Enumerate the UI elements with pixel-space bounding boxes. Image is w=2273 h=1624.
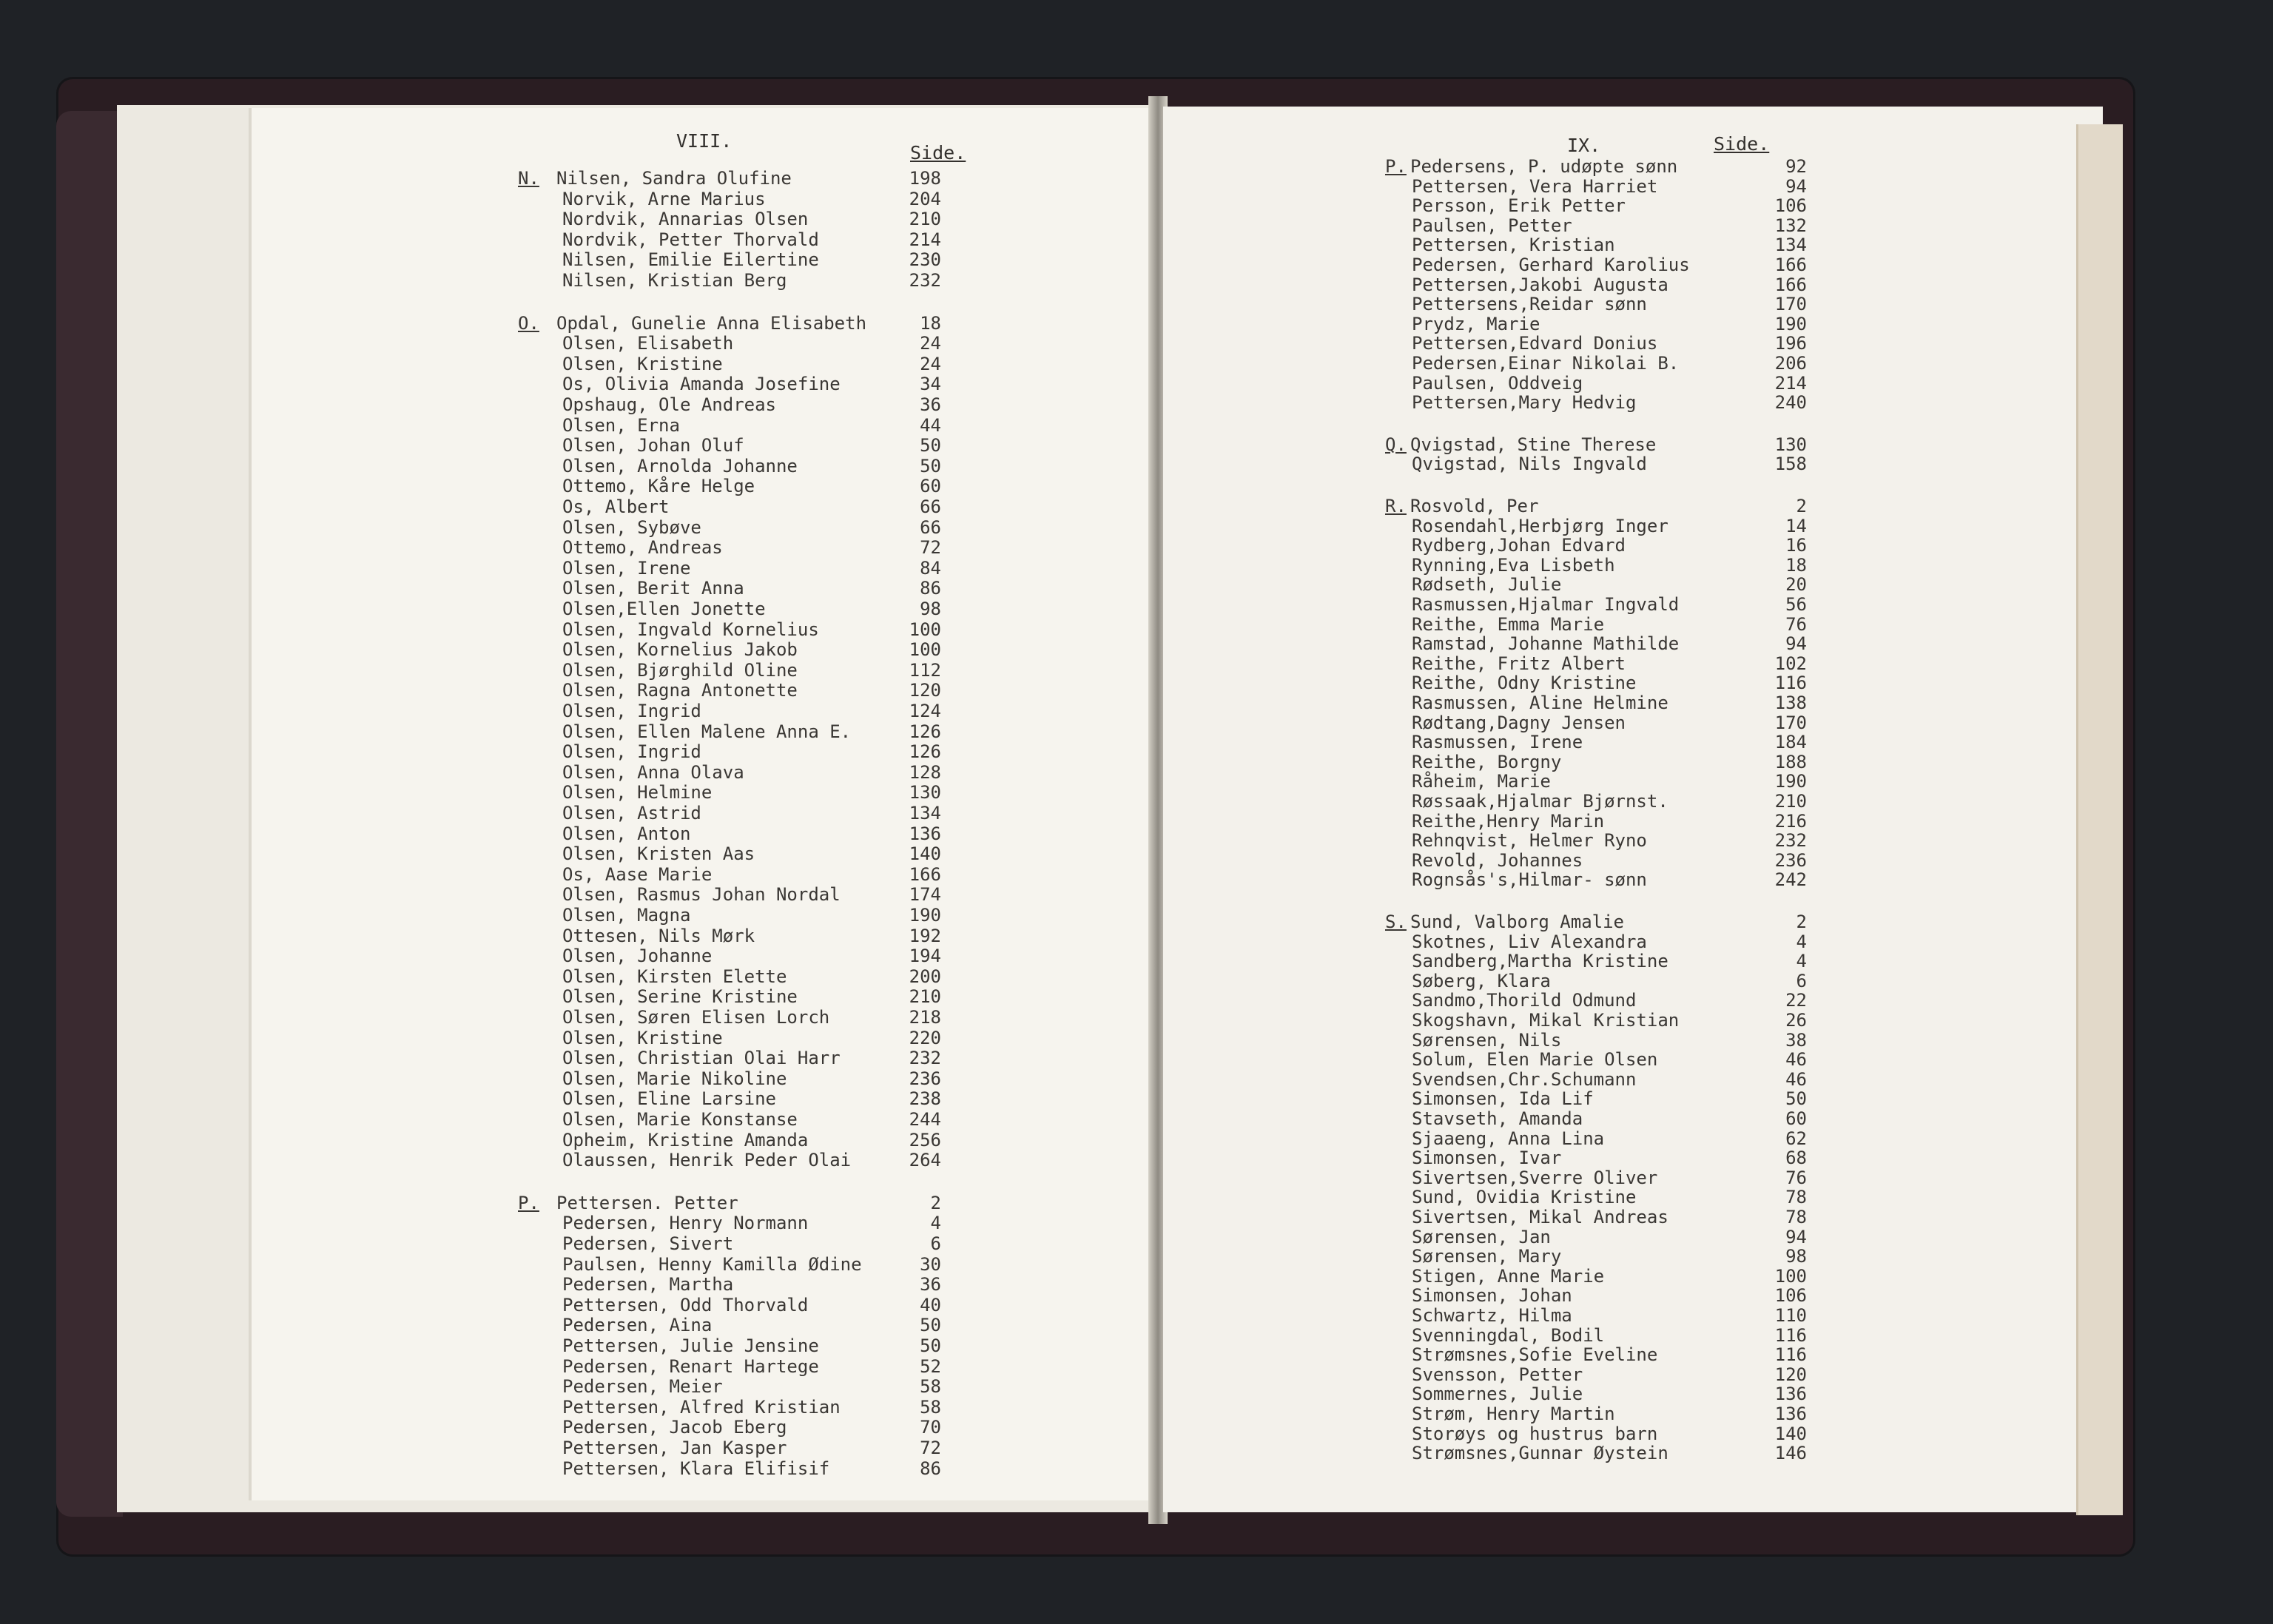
index-entry-name: Pettersen, Odd Thorvald [562, 1294, 809, 1315]
index-entry-page: 78 [1785, 1187, 1807, 1208]
index-entry-name: Olsen, Berit Anna [562, 578, 744, 599]
index-entry-page: 52 [920, 1355, 941, 1377]
index-entry-page: 146 [1774, 1443, 1807, 1464]
index-entry-page: 238 [909, 1088, 941, 1110]
index-entry-page: 86 [920, 578, 941, 599]
index-entry-name: Schwartz, Hilma [1412, 1305, 1572, 1326]
index-entry-page: 36 [920, 394, 941, 415]
index-entry-name: Olsen, Kristen Aas [562, 843, 755, 865]
index-entry-page: 14 [1785, 515, 1807, 536]
index-entry-page: 120 [909, 680, 941, 701]
index-entry-page: 204 [909, 188, 941, 209]
index-entry-page: 2 [930, 1192, 941, 1213]
index-entry-name: Rosendahl,Herbjørg Inger [1412, 515, 1668, 536]
index-entry-page: 76 [1785, 1167, 1807, 1188]
index-entry-name: Stavseth, Amanda [1412, 1108, 1583, 1129]
index-entry-name: Skogshavn, Mikal Kristian [1412, 1010, 1680, 1031]
index-entry-name: Olsen, Helmine [562, 782, 713, 803]
index-entry-page: 4 [1796, 951, 1807, 972]
index-entry-name: Pettersen, Alfred Kristian [562, 1396, 841, 1418]
index-entry-page: 44 [920, 414, 941, 436]
index-entry-name: Pettersen. Petter [556, 1192, 738, 1213]
index-entry-page: 256 [909, 1129, 941, 1150]
index-entry-page: 84 [920, 557, 941, 579]
index-entry-page: 136 [909, 823, 941, 844]
index-entry-page: 4 [930, 1213, 941, 1234]
section-letter: R. [1385, 496, 1407, 516]
index-entry-name: Opdal, Gunelie Anna Elisabeth [556, 312, 867, 334]
index-entry-name: Norvik, Arne Marius [562, 188, 766, 209]
index-entry-page: 58 [920, 1396, 941, 1418]
index-entry-page: 214 [909, 229, 941, 250]
index-entry-page: 16 [1785, 535, 1807, 556]
index-entry-name: Olsen, Kristine [562, 353, 723, 374]
index-entry-page: 194 [909, 946, 941, 967]
index-entry-page: 4 [1796, 931, 1807, 952]
index-entry-page: 166 [1774, 255, 1807, 275]
index-entry-page: 136 [1774, 1384, 1807, 1405]
index-entry-name: Råheim, Marie [1412, 771, 1551, 792]
index-entry-name: Rehnqvist, Helmer Ryno [1412, 830, 1647, 852]
right-page-numeral: IX. [1567, 135, 1601, 156]
index-entry-name: Olsen, Søren Elisen Lorch [562, 1007, 830, 1028]
index-entry-name: Olsen, Bjørghild Oline [562, 659, 798, 681]
index-entry-page: 38 [1785, 1029, 1807, 1051]
index-entry-name: Olsen, Magna [562, 905, 691, 926]
index-entry-page: 94 [1785, 633, 1807, 655]
index-entry-page: 140 [1774, 1423, 1807, 1444]
index-entry-page: 220 [909, 1027, 941, 1048]
index-entry-name: Olsen, Ingrid [562, 741, 701, 763]
index-entry-name: Sommernes, Julie [1412, 1384, 1583, 1405]
index-entry-name: Pettersen,Edvard Donius [1412, 333, 1658, 354]
index-entry-page: 30 [920, 1253, 941, 1275]
index-entry-name: Olsen, Marie Konstanse [562, 1109, 798, 1130]
index-entry-name: Skotnes, Liv Alexandra [1412, 931, 1647, 952]
index-entry-name: Pedersen, Gerhard Karolius [1412, 255, 1690, 275]
index-entry-name: Rasmussen, Irene [1412, 732, 1583, 753]
index-entry-page: 66 [920, 496, 941, 517]
index-entry-page: 40 [920, 1294, 941, 1315]
index-entry-page: 210 [1774, 791, 1807, 812]
index-entry-page: 24 [920, 333, 941, 354]
index-entry-name: Sund, Valborg Amalie [1410, 912, 1624, 932]
index-entry-name: Olsen, Ingrid [562, 701, 701, 721]
index-entry-name: Søberg, Klara [1412, 970, 1551, 991]
index-entry-page: 100 [909, 639, 941, 661]
index-entry-name: Olsen, Kirsten Elette [562, 966, 787, 987]
index-entry-name: Ottemo, Andreas [562, 537, 723, 559]
index-entry-name: Simonsen, Ivar [1412, 1148, 1562, 1169]
index-entry-name: Nilsen, Kristian Berg [562, 270, 787, 291]
section-letter: P. [1385, 156, 1407, 177]
index-entry-page: 124 [909, 701, 941, 721]
index-entry-page: 86 [920, 1458, 941, 1479]
index-entry-page: 50 [1785, 1088, 1807, 1110]
index-entry-name: Olsen, Johan Oluf [562, 435, 744, 456]
index-entry-name: Pettersen, Julie Jensine [562, 1335, 819, 1356]
index-entry-page: 230 [909, 249, 941, 271]
index-entry-name: Pedersens, P. udøpte sønn [1410, 156, 1678, 177]
index-entry-page: 116 [1774, 1324, 1807, 1346]
index-entry-name: Olsen, Johanne [562, 946, 713, 967]
right-side-label: Side. [1714, 133, 1770, 155]
index-entry-page: 106 [1774, 1285, 1807, 1307]
index-entry-page: 210 [909, 986, 941, 1008]
index-entry-page: 214 [1774, 372, 1807, 394]
index-entry-page: 116 [1774, 1344, 1807, 1366]
index-entry-name: Pettersen,Jakobi Augusta [1412, 274, 1668, 295]
index-entry-page: 62 [1785, 1128, 1807, 1149]
index-entry-page: 232 [909, 1048, 941, 1069]
index-entry-page: 2 [1796, 912, 1807, 932]
index-entry-name: Simonsen, Ida Lif [1412, 1088, 1594, 1110]
index-entry-page: 110 [1774, 1305, 1807, 1326]
index-entry-name: Pedersen,Einar Nikolai B. [1412, 353, 1680, 374]
index-entry-page: 98 [920, 599, 941, 619]
section-letter: N. [518, 168, 539, 189]
index-entry-name: Paulsen, Henny Kamilla Ødine [562, 1253, 862, 1275]
index-entry-page: 46 [1785, 1049, 1807, 1071]
index-entry-name: Sørensen, Mary [1412, 1246, 1562, 1267]
index-entry-name: Paulsen, Petter [1412, 215, 1572, 236]
index-entry-page: 198 [909, 168, 941, 189]
index-entry-page: 20 [1785, 574, 1807, 596]
page-stack-edge [2076, 124, 2123, 1515]
index-entry-page: 136 [1774, 1404, 1807, 1424]
index-entry-page: 106 [1774, 195, 1807, 217]
index-entry-name: Nilsen, Sandra Olufine [556, 168, 792, 189]
index-entry-name: Olsen, Irene [562, 557, 691, 579]
index-entry-page: 170 [1774, 294, 1807, 315]
index-entry-page: 112 [909, 659, 941, 681]
index-entry-name: Pedersen, Meier [562, 1376, 723, 1398]
index-entry-name: Reithe, Odny Kristine [1412, 673, 1637, 694]
index-entry-page: 56 [1785, 594, 1807, 615]
index-entry-page: 170 [1774, 712, 1807, 733]
index-entry-page: 94 [1785, 175, 1807, 197]
index-entry-page: 100 [909, 619, 941, 640]
index-entry-name: Os, Olivia Amanda Josefine [562, 374, 841, 395]
index-entry-page: 94 [1785, 1226, 1807, 1247]
index-entry-name: Olsen, Serine Kristine [562, 986, 798, 1008]
index-entry-name: Qvigstad, Stine Therese [1410, 434, 1657, 455]
index-entry-page: 70 [920, 1417, 941, 1438]
index-entry-name: Storøys og hustrus barn [1412, 1423, 1658, 1444]
index-entry-page: 18 [1785, 554, 1807, 576]
index-entry-page: 50 [920, 1335, 941, 1356]
index-entry-name: Nordvik, Petter Thorvald [562, 229, 819, 250]
index-entry-name: Strømsnes,Gunnar Øystein [1412, 1443, 1668, 1464]
index-entry-page: 244 [909, 1109, 941, 1130]
index-entry-page: 6 [930, 1233, 941, 1254]
index-entry-page: 232 [909, 270, 941, 291]
index-entry-page: 46 [1785, 1068, 1807, 1090]
index-entry-page: 98 [1785, 1246, 1807, 1267]
index-entry-page: 68 [1785, 1148, 1807, 1169]
index-entry-name: Ramstad, Johanne Mathilde [1412, 633, 1680, 655]
index-entry-name: Sørensen, Jan [1412, 1226, 1551, 1247]
index-entry-page: 242 [1774, 869, 1807, 891]
index-entry-name: Rødseth, Julie [1412, 574, 1562, 596]
index-entry-name: Nilsen, Emilie Eilertine [562, 249, 819, 271]
index-entry-page: 216 [1774, 810, 1807, 832]
index-entry-name: Svendsen,Chr.Schumann [1412, 1068, 1637, 1090]
left-page-numeral: VIII. [676, 130, 733, 152]
index-entry-name: Opshaug, Ole Andreas [562, 394, 776, 415]
index-entry-name: Olsen, Kristine [562, 1027, 723, 1048]
index-entry-page: 126 [909, 741, 941, 763]
index-entry-name: Røssaak,Hjalmar Bjørnst. [1412, 791, 1668, 812]
index-entry-name: Pedersen, Aina [562, 1315, 713, 1336]
index-entry-page: 18 [920, 312, 941, 334]
index-entry-page: 102 [1774, 653, 1807, 674]
index-entry-name: Rydberg,Johan Edvard [1412, 535, 1626, 556]
index-entry-name: Olsen, Rasmus Johan Nordal [562, 884, 841, 906]
section-letter: O. [518, 312, 539, 334]
index-entry-name: Paulsen, Oddveig [1412, 372, 1583, 394]
index-entry-page: 72 [920, 537, 941, 559]
index-entry-page: 128 [909, 761, 941, 783]
index-entry-page: 134 [909, 803, 941, 823]
index-entry-name: Olsen, Anton [562, 823, 691, 844]
section-letter: P. [518, 1192, 539, 1213]
index-entry-page: 130 [909, 782, 941, 803]
index-entry-page: 60 [1785, 1108, 1807, 1129]
index-entry-page: 236 [1774, 849, 1807, 871]
index-entry-name: Revold, Johannes [1412, 849, 1583, 871]
index-entry-name: Prydz, Marie [1412, 313, 1540, 334]
index-entry-page: 72 [920, 1438, 941, 1458]
index-entry-name: Qvigstad, Nils Ingvald [1412, 454, 1647, 475]
index-entry-name: Sjaaeng, Anna Lina [1412, 1128, 1605, 1149]
index-entry-page: 158 [1774, 454, 1807, 475]
index-entry-name: Pettersen, Kristian [1412, 235, 1615, 256]
index-entry-name: Strøm, Henry Martin [1412, 1404, 1615, 1424]
index-entry-name: Olsen, Elisabeth [562, 333, 734, 354]
index-entry-page: 130 [1774, 434, 1807, 455]
index-entry-name: Olsen, Marie Nikoline [562, 1068, 787, 1089]
index-entry-name: Reithe, Fritz Albert [1412, 653, 1626, 674]
index-entry-name: Olsen,Ellen Jonette [562, 599, 766, 619]
index-entry-name: Os, Albert [562, 496, 670, 517]
index-entry-name: Olsen, Ellen Malene Anna E. [562, 721, 852, 742]
index-entry-page: 174 [909, 884, 941, 906]
index-entry-page: 2 [1796, 496, 1807, 516]
index-entry-page: 190 [909, 905, 941, 926]
index-entry-page: 34 [920, 374, 941, 395]
index-entry-page: 100 [1774, 1265, 1807, 1287]
index-entry-name: Olaussen, Henrik Peder Olai [562, 1150, 852, 1171]
index-entry-name: Svenningdal, Bodil [1412, 1324, 1605, 1346]
index-entry-page: 92 [1785, 156, 1807, 177]
index-entry-page: 140 [909, 843, 941, 865]
index-entry-name: Pettersens,Reidar sønn [1412, 294, 1647, 315]
index-entry-name: Pedersen, Martha [562, 1274, 734, 1296]
index-entry-page: 190 [1774, 313, 1807, 334]
index-entry-name: Sivertsen, Mikal Andreas [1412, 1207, 1668, 1227]
index-entry-page: 50 [920, 455, 941, 476]
index-entry-name: Rasmussen,Hjalmar Ingvald [1412, 594, 1680, 615]
index-entry-page: 126 [909, 721, 941, 742]
index-entry-page: 184 [1774, 732, 1807, 753]
index-entry-page: 58 [920, 1376, 941, 1398]
index-entry-page: 188 [1774, 751, 1807, 772]
index-entry-page: 24 [920, 353, 941, 374]
index-entry-name: Strømsnes,Sofie Eveline [1412, 1344, 1658, 1366]
index-entry-page: 76 [1785, 613, 1807, 635]
index-entry-name: Olsen, Erna [562, 414, 680, 436]
index-entry-name: Olsen, Arnolda Johanne [562, 455, 798, 476]
index-entry-page: 120 [1774, 1364, 1807, 1385]
index-entry-page: 264 [909, 1150, 941, 1171]
index-entry-name: Simonsen, Johan [1412, 1285, 1572, 1307]
index-entry-page: 116 [1774, 673, 1807, 694]
index-entry-page: 200 [909, 966, 941, 987]
index-entry-page: 240 [1774, 392, 1807, 414]
index-entry-name: Sund, Ovidia Kristine [1412, 1187, 1637, 1208]
index-entry-name: Reithe, Emma Marie [1412, 613, 1605, 635]
index-entry-page: 166 [1774, 274, 1807, 295]
section-letter: Q. [1385, 434, 1407, 455]
index-entry-name: Opheim, Kristine Amanda [562, 1129, 809, 1150]
index-entry-name: Rognsås's,Hilmar- sønn [1412, 869, 1647, 891]
index-entry-name: Olsen, Anna Olava [562, 761, 744, 783]
index-entry-page: 206 [1774, 353, 1807, 374]
index-entry-name: Solum, Elen Marie Olsen [1412, 1049, 1658, 1071]
index-entry-page: 210 [909, 209, 941, 230]
index-entry-name: Pedersen, Henry Normann [562, 1213, 809, 1234]
index-entry-name: Sandmo,Thorild Odmund [1412, 990, 1637, 1011]
index-entry-name: Os, Aase Marie [562, 863, 713, 885]
index-entry-page: 60 [920, 476, 941, 497]
index-entry-name: Nordvik, Annarias Olsen [562, 209, 809, 230]
index-entry-name: Olsen, Ragna Antonette [562, 680, 798, 701]
index-entry-name: Olsen, Eline Larsine [562, 1088, 776, 1110]
index-entry-page: 22 [1785, 990, 1807, 1011]
index-entry-name: Persson, Erik Petter [1412, 195, 1626, 217]
index-entry-page: 50 [920, 1315, 941, 1336]
index-entry-name: Pettersen,Mary Hedvig [1412, 392, 1637, 414]
index-entry-name: Pedersen, Renart Hartege [562, 1355, 819, 1377]
index-entry-page: 26 [1785, 1010, 1807, 1031]
index-entry-name: Stigen, Anne Marie [1412, 1265, 1605, 1287]
index-entry-page: 236 [909, 1068, 941, 1089]
index-entry-page: 132 [1774, 215, 1807, 236]
index-entry-name: Rasmussen, Aline Helmine [1412, 693, 1668, 713]
index-entry-name: Sørensen, Nils [1412, 1029, 1562, 1051]
section-letter: S. [1385, 912, 1407, 932]
index-entry-page: 36 [920, 1274, 941, 1296]
index-entry-page: 138 [1774, 693, 1807, 713]
index-entry-name: Pettersen, Klara Elifisif [562, 1458, 830, 1479]
index-entry-page: 192 [909, 925, 941, 946]
index-entry-name: Rødtang,Dagny Jensen [1412, 712, 1626, 733]
index-entry-page: 78 [1785, 1207, 1807, 1227]
index-entry-name: Rynning,Eva Lisbeth [1412, 554, 1615, 576]
index-entry-page: 190 [1774, 771, 1807, 792]
index-entry-name: Olsen, Christian Olai Harr [562, 1048, 841, 1069]
index-entry-name: Olsen, Sybøve [562, 516, 701, 538]
index-entry-name: Ottesen, Nils Mørk [562, 925, 755, 946]
index-entry-name: Sandberg,Martha Kristine [1412, 951, 1668, 972]
index-entry-name: Pettersen, Jan Kasper [562, 1438, 787, 1458]
index-entry-name: Reithe, Borgny [1412, 751, 1562, 772]
index-entry-name: Ottemo, Kåre Helge [562, 476, 755, 497]
index-entry-page: 50 [920, 435, 941, 456]
index-entry-page: 232 [1774, 830, 1807, 852]
index-entry-page: 134 [1774, 235, 1807, 256]
index-entry-name: Rosvold, Per [1410, 496, 1539, 516]
index-entry-name: Svensson, Petter [1412, 1364, 1583, 1385]
index-entry-page: 166 [909, 863, 941, 885]
index-entry-page: 196 [1774, 333, 1807, 354]
index-entry-name: Olsen, Ingvald Kornelius [562, 619, 819, 640]
index-entry-page: 218 [909, 1007, 941, 1028]
right-page [1163, 107, 2103, 1512]
index-entry-name: Sivertsen,Sverre Oliver [1412, 1167, 1658, 1188]
left-page [252, 108, 1151, 1500]
index-entry-page: 6 [1796, 970, 1807, 991]
index-entry-name: Olsen, Kornelius Jakob [562, 639, 798, 661]
index-entry-name: Pedersen, Jacob Eberg [562, 1417, 787, 1438]
cover-edge [56, 111, 123, 1517]
index-entry-name: Pettersen, Vera Harriet [1412, 175, 1658, 197]
index-entry-name: Pedersen, Sivert [562, 1233, 734, 1254]
index-entry-name: Olsen, Astrid [562, 803, 701, 823]
index-entry-page: 66 [920, 516, 941, 538]
index-entry-name: Reithe,Henry Marin [1412, 810, 1605, 832]
left-side-label: Side. [910, 142, 966, 164]
